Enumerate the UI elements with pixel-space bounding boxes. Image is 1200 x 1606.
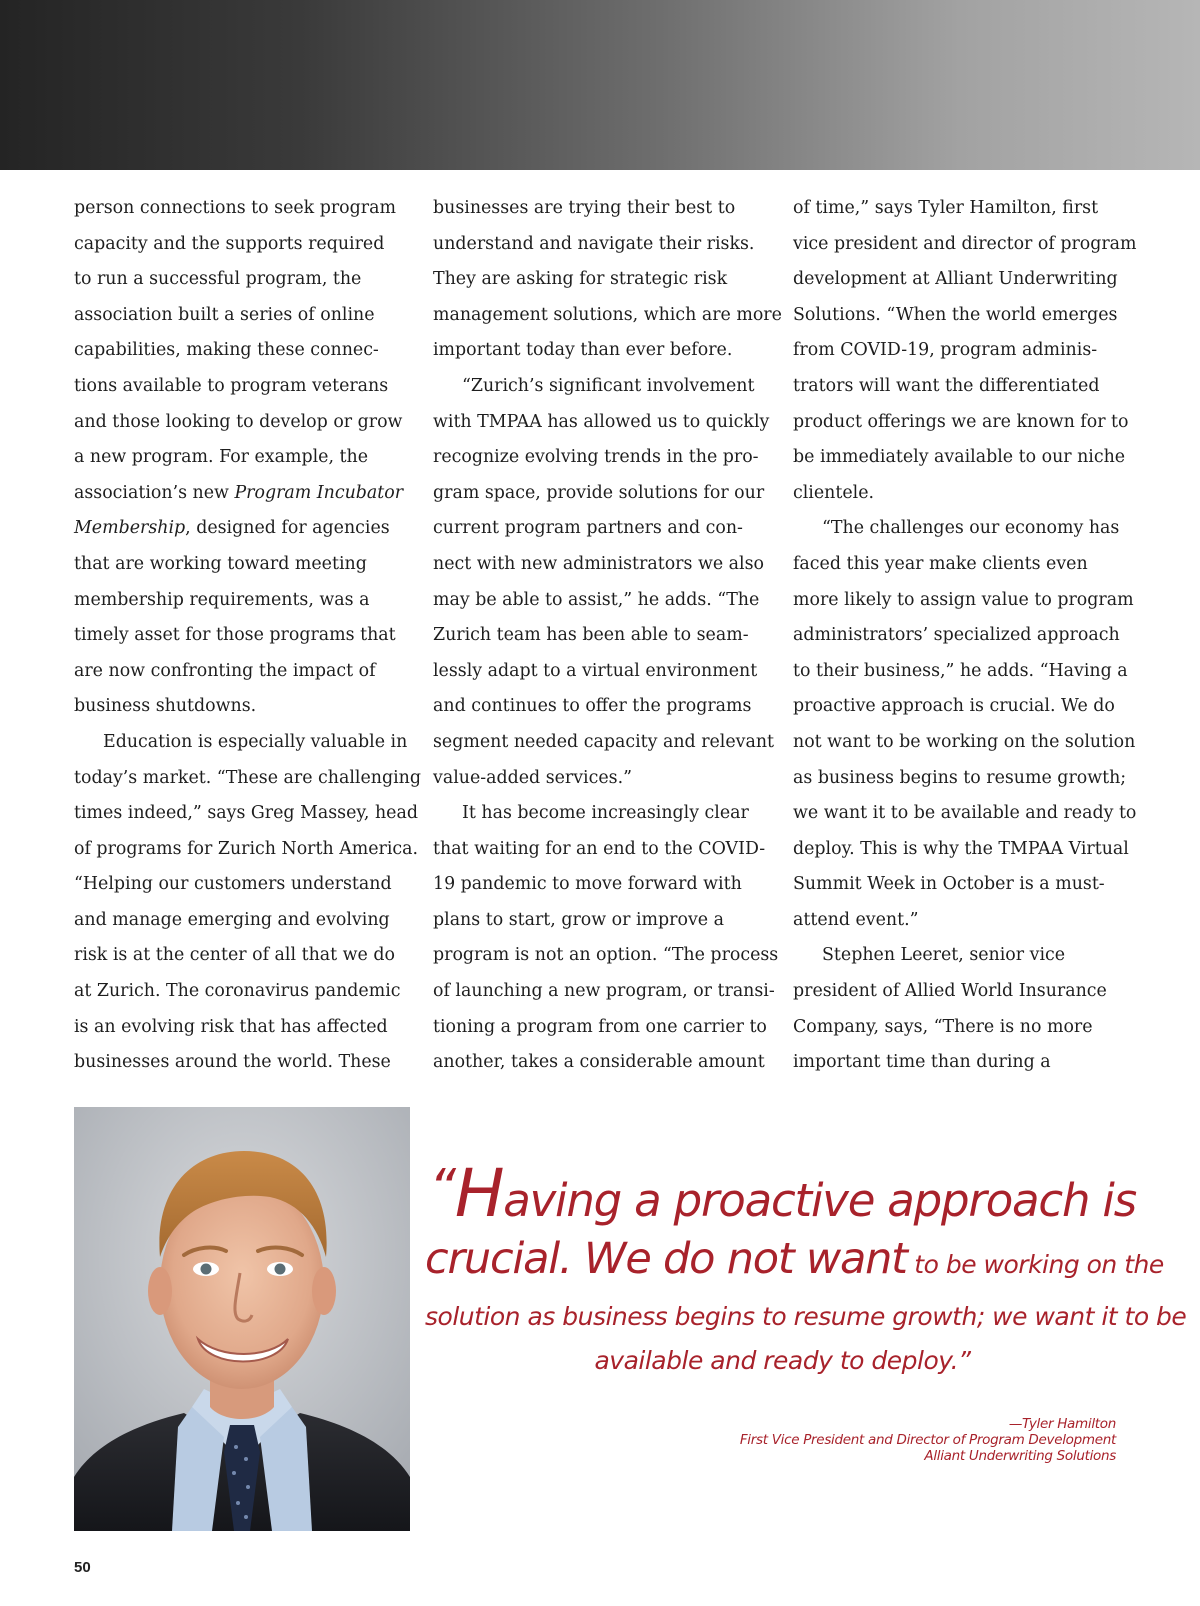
text-line: and manage emerging and evolving bbox=[74, 909, 390, 930]
pull-quote-line-1 bbox=[425, 1155, 1140, 1232]
quote-attribution bbox=[740, 1416, 1116, 1464]
text-column-3 bbox=[793, 191, 1137, 1081]
text-line: person connections to seek program bbox=[74, 198, 396, 218]
text-line: administrators’ specialized approach bbox=[793, 625, 1120, 646]
text-line: Solutions. “When the world emerges bbox=[793, 304, 1118, 325]
text-line: tioning a program from one carrier to bbox=[433, 1016, 767, 1037]
text-line: segment needed capacity and relevant bbox=[433, 731, 775, 752]
text-line: not want to be working on the solution bbox=[793, 731, 1136, 752]
text-span: , designed for agencies bbox=[185, 518, 390, 539]
top-banner bbox=[0, 0, 1200, 170]
pull-quote-line-2-small: to be working on the bbox=[906, 1250, 1164, 1279]
text-line bbox=[74, 511, 409, 547]
text-line: of launching a new program, or transi- bbox=[433, 981, 775, 1002]
text-line: is an evolving risk that has affected bbox=[74, 1016, 388, 1037]
text-line: recognize evolving trends in the pro- bbox=[433, 447, 759, 468]
paragraph bbox=[433, 369, 775, 796]
paragraph bbox=[433, 191, 782, 369]
text-line: capacity and the supports required bbox=[74, 233, 385, 254]
text-line: association built a series of online bbox=[74, 304, 375, 325]
text-line: membership requirements, was a bbox=[74, 589, 370, 610]
text-span: association’s new bbox=[74, 482, 235, 503]
attribution-title: First Vice President and Director of Program Development bbox=[739, 1432, 1116, 1448]
text-line: “Zurich’s significant involvement bbox=[462, 375, 755, 396]
text-line: today’s market. “These are challenging bbox=[74, 767, 421, 788]
italic-title: Membership bbox=[74, 518, 186, 539]
portrait-illustration bbox=[74, 1107, 410, 1531]
text-line: They are asking for strategic risk bbox=[433, 269, 728, 290]
paragraph bbox=[793, 511, 1137, 938]
text-line: Summit Week in October is a must- bbox=[793, 874, 1105, 895]
text-line: Education is especially valuable in bbox=[103, 731, 408, 752]
text-line: important today than ever before. bbox=[433, 340, 733, 361]
text-line: as business begins to resume growth; bbox=[793, 767, 1127, 788]
text-line: with TMPAA has allowed us to quickly bbox=[433, 411, 770, 432]
text-line: business shutdowns. bbox=[74, 696, 257, 717]
text-line: businesses are trying their best to bbox=[433, 198, 736, 218]
text-line: Company, says, “There is no more bbox=[793, 1016, 1093, 1037]
text-column-2 bbox=[433, 191, 782, 1081]
text-line: faced this year make clients even bbox=[793, 553, 1088, 574]
text-line: we want it to be available and ready to bbox=[793, 803, 1137, 824]
pull-quote-line-4: available and ready to deploy.” bbox=[594, 1346, 971, 1375]
text-line: president of Allied World Insurance bbox=[793, 981, 1107, 1002]
pull-quote-line-3: solution as business begins to resume growth; we want it to be bbox=[425, 1302, 1187, 1331]
text-line: management solutions, which are more bbox=[433, 304, 782, 325]
text-line: Stephen Leeret, senior vice bbox=[822, 945, 1066, 966]
paragraph bbox=[74, 725, 421, 1081]
text-line: may be able to assist,” he adds. “The bbox=[433, 589, 760, 610]
text-line: and those looking to develop or grow bbox=[74, 411, 403, 432]
pull-quote bbox=[425, 1155, 1187, 1382]
text-line: businesses around the world. These bbox=[74, 1052, 391, 1073]
text-line: 19 pandemic to move forward with bbox=[433, 874, 742, 895]
text-line: another, takes a considerable amount bbox=[433, 1052, 765, 1073]
text-line: risk is at the center of all that we do bbox=[74, 945, 395, 966]
text-line: vice president and director of program bbox=[793, 233, 1137, 254]
drop-letter: H bbox=[454, 1155, 504, 1232]
pull-quote-line-2-large: crucial. We do not want bbox=[425, 1234, 907, 1284]
text-line: nect with new administrators we also bbox=[433, 553, 764, 574]
text-line: be immediately available to our niche bbox=[793, 447, 1126, 468]
text-line: plans to start, grow or improve a bbox=[433, 909, 724, 930]
text-line: and continues to offer the programs bbox=[433, 696, 752, 717]
text-line: that are working toward meeting bbox=[74, 553, 367, 574]
text-line: program is not an option. “The process bbox=[433, 945, 779, 966]
paragraph bbox=[793, 938, 1128, 1080]
headshot-photo bbox=[74, 1107, 410, 1531]
text-line: understand and navigate their risks. bbox=[433, 233, 755, 254]
text-line: of programs for Zurich North America. bbox=[74, 838, 419, 859]
text-line: more likely to assign value to program bbox=[793, 589, 1134, 610]
text-line: tions available to program veterans bbox=[74, 375, 389, 396]
text-line: deploy. This is why the TMPAA Virtual bbox=[793, 838, 1129, 859]
text-line: times indeed,” says Greg Massey, head bbox=[74, 803, 418, 824]
attribution-name: —Tyler Hamilton bbox=[1008, 1416, 1116, 1432]
paragraph bbox=[433, 796, 779, 1081]
text-line: to their business,” he adds. “Having a bbox=[793, 660, 1128, 681]
text-line: lessly adapt to a virtual environment bbox=[433, 660, 758, 681]
paragraph bbox=[74, 191, 409, 725]
text-line: at Zurich. The coronavirus pandemic bbox=[74, 981, 401, 1002]
text-line: clientele. bbox=[793, 482, 875, 503]
text-line: product offerings we are known for to bbox=[793, 411, 1129, 432]
text-line: development at Alliant Underwriting bbox=[793, 269, 1118, 290]
text-line: capabilities, making these connec- bbox=[74, 340, 379, 361]
text-line: timely asset for those programs that bbox=[74, 625, 396, 646]
text-line: are now confronting the impact of bbox=[74, 660, 376, 681]
text-line: It has become increasingly clear bbox=[462, 803, 749, 824]
text-line: that waiting for an end to the COVID- bbox=[433, 838, 766, 859]
text-line: Zurich team has been able to seam- bbox=[433, 625, 749, 646]
text-line: attend event.” bbox=[793, 909, 919, 930]
text-column-1 bbox=[74, 191, 421, 1081]
open-quote-mark: “ bbox=[429, 1159, 455, 1219]
text-line: important time than during a bbox=[793, 1052, 1051, 1073]
text-line: current program partners and con- bbox=[433, 518, 743, 539]
pull-quote-line-2 bbox=[425, 1230, 1164, 1294]
text-line: of time,” says Tyler Hamilton, first bbox=[793, 198, 1099, 218]
text-line: trators will want the differentiated bbox=[793, 375, 1100, 396]
page-number: 50 bbox=[74, 1559, 91, 1576]
text-line bbox=[74, 476, 409, 512]
text-line: proactive approach is crucial. We do bbox=[793, 696, 1115, 717]
attribution-company: Alliant Underwriting Solutions bbox=[924, 1448, 1116, 1464]
text-line: “The challenges our economy has bbox=[822, 518, 1120, 539]
text-line: a new program. For example, the bbox=[74, 447, 368, 468]
text-line: “Helping our customers understand bbox=[74, 874, 392, 895]
text-line: to run a successful program, the bbox=[74, 269, 362, 290]
text-line: gram space, provide solutions for our bbox=[433, 482, 765, 503]
pull-quote-line-1-text: aving a proactive approach is bbox=[503, 1174, 1136, 1227]
text-line: value-added services.” bbox=[433, 767, 632, 788]
italic-title: Program Incubator bbox=[234, 482, 404, 503]
paragraph bbox=[793, 191, 1137, 511]
text-line: from COVID-19, program adminis- bbox=[793, 340, 1098, 361]
